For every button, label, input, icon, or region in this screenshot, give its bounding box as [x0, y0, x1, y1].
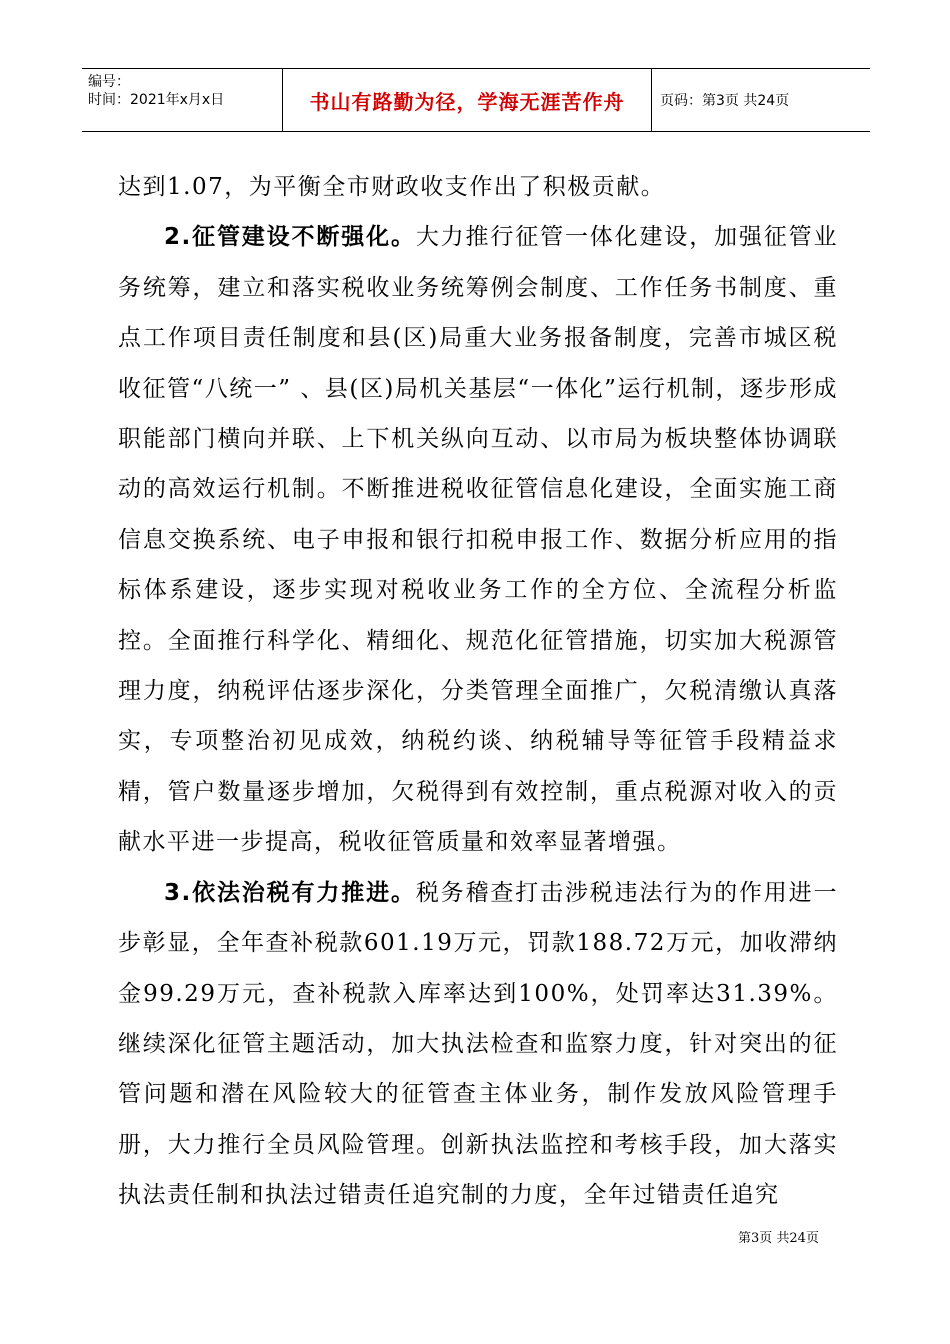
paragraph-3	[118, 868, 838, 1221]
motto: 书山有路勤为径，学海无涯苦作舟	[309, 89, 625, 114]
date-label: 时间：2021年x月x日	[88, 92, 225, 108]
paragraph-3-text: 税务稽查打击涉税违法行为的作用进一步彰显，全年查补税款601.19万元，罚款188.72万元，加收滞纳金99.29万元，查补税款入库率达到100%，处罚率达31.39%。继续深化征管主题活动，加大执法检查和监察力度，针对突出的征管问题和潜在风险较大的征管查主体业务，制作发放风险管理手册，大力推行全员风险管理。创新执法监控和考核手段，加大落实执法责任制和执法过错责任追究制的力度，全年过错责任追究	[118, 879, 839, 1209]
page-label: 页码：第3页 共24页	[660, 93, 790, 109]
header-page-cell	[652, 69, 870, 131]
paragraph-2-text: 大力推行征管一体化建设，加强征管业务统筹，建立和落实税收业务统筹例会制度、工作任务书制度、重点工作项目责任制度和县(区)局重大业务报备制度，完善市城区税收征管“八统一” 、县(区)局机关基层“一体化”运行机制，逐步形成职能部门横向并联、上下机关纵向互动、以市局为板块整体协调联动的高效运行机制。不断推进税收征管信息化建设，全面实施工商信息交换系统、电子申报和银行扣税申报工作、数据分析应用的指标体系建设，逐步实现对税收业务工作的全方位、全流程分析监控。全面推行科学化、精细化、规范化征管措施，切实加大税源管理力度，纳税评估逐步深化，分类管理全面推广，欠税清缴认真落实，专项整治初见成效，纳税约谈、纳税辅导等征管手段精益求精，管户数量逐步增加，欠税得到有效控制，重点税源对收入的贡献水平进一步提高，税收征管质量和效率显著增强。	[118, 224, 839, 856]
document-body	[118, 162, 838, 1221]
section-heading-3: 3.依法治税有力推进。	[164, 879, 416, 906]
section-heading-2: 2.征管建设不断强化。	[164, 224, 416, 251]
page-footer: 第3页 共24页	[738, 1231, 819, 1246]
header-motto-cell	[282, 69, 652, 131]
paragraph-1: 达到1.07，为平衡全市财政收支作出了积极贡献。	[118, 174, 666, 200]
page-header	[82, 68, 870, 132]
number-label: 编号：	[88, 74, 130, 90]
paragraph-2	[118, 212, 838, 867]
header-meta	[82, 69, 282, 131]
